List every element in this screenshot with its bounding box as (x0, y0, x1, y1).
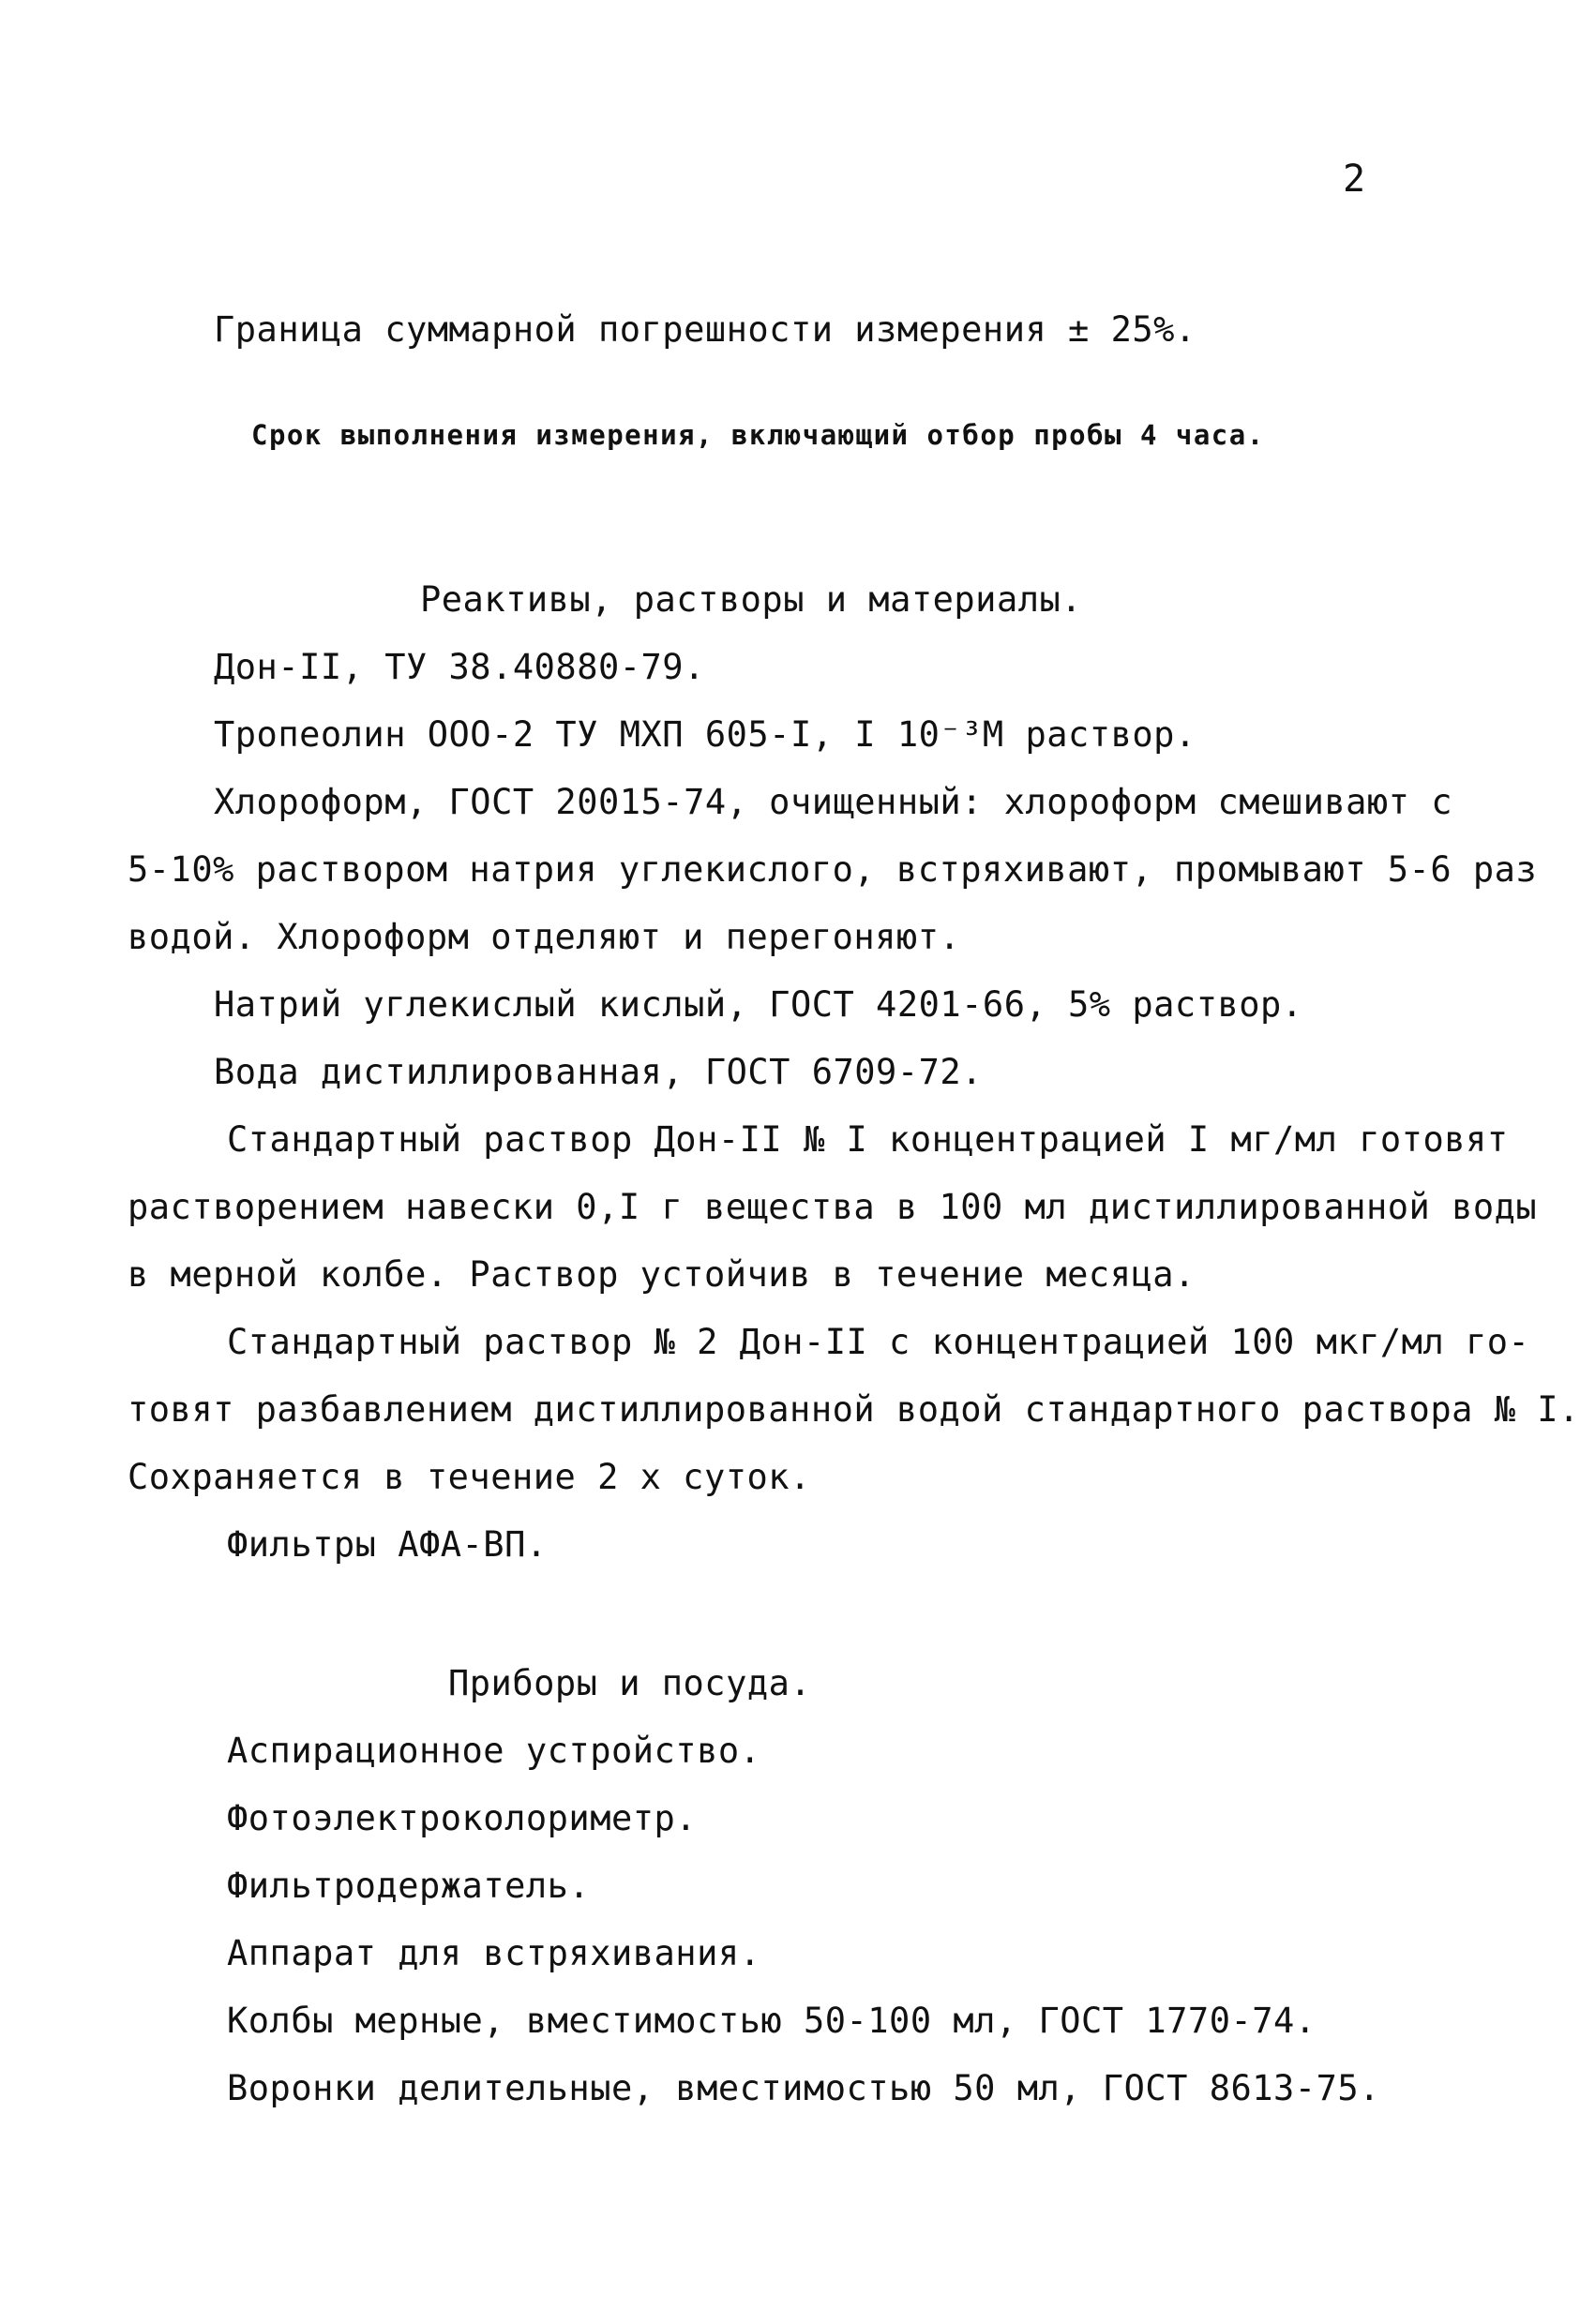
equipment-line: Колбы мерные, вместимостью 50-100 мл, ГОСТ 1770-74. (227, 2001, 1317, 2041)
reagent-line: товят разбавлением дистиллированной водой стандартного раствора № I. (128, 1389, 1580, 1430)
reagent-line: Дон-II, ТУ 38.40880-79. (214, 647, 705, 687)
reagent-line: Стандартный раствор Дон-II № I концентрацией I мг/мл готовят (227, 1119, 1509, 1160)
reagent-line: растворением навески 0,I г вещества в 100 мл дистиллированной воды (128, 1187, 1538, 1227)
error-limit-text: Граница суммарной погрешности измерения ± 25%. (214, 309, 1196, 350)
equipment-line: Аппарат для встряхивания. (227, 1933, 761, 1973)
reagent-line: 5-10% раствором натрия углекислого, встряхивают, промывают 5-6 раз (128, 849, 1538, 890)
reagent-line: водой. Хлороформ отделяют и перегоняют. (128, 917, 961, 957)
reagents-heading: Реактивы, растворы и материалы. (420, 579, 1083, 620)
reagent-line: Вода дистиллированная, ГОСТ 6709-72. (214, 1052, 983, 1092)
equipment-line: Аспирационное устройство. (227, 1731, 761, 1771)
equipment-heading: Приборы и посуда. (448, 1663, 812, 1703)
reagent-line: Натрий углекислый кислый, ГОСТ 4201-66, 5% раствор. (214, 984, 1303, 1025)
page-number: 2 (1343, 157, 1366, 201)
equipment-line: Фильтродержатель. (227, 1866, 591, 1906)
reagent-line: Хлороформ, ГОСТ 20015-74, очищенный: хлороформ смешивают с (214, 782, 1453, 822)
reagent-line: Фильтры АФА-ВП. (227, 1524, 548, 1565)
equipment-line: Воронки делительные, вместимостью 50 мл, ГОСТ 8613-75. (227, 2068, 1380, 2108)
reagent-line: в мерной колбе. Раствор устойчив в течение месяца. (128, 1254, 1196, 1295)
reagent-line: Стандартный раствор № 2 Дон-II с концентрацией 100 мкг/мл го- (227, 1322, 1530, 1362)
duration-text: Срок выполнения измерения, включающий отбор пробы 4 часа. (251, 419, 1265, 451)
reagent-line: Тропеолин ООО-2 ТУ МХП 605-I, I 10⁻³М раствор. (214, 714, 1196, 755)
equipment-line: Фотоэлектроколориметр. (227, 1798, 698, 1838)
reagent-line: Сохраняется в течение 2 х суток. (128, 1457, 811, 1497)
